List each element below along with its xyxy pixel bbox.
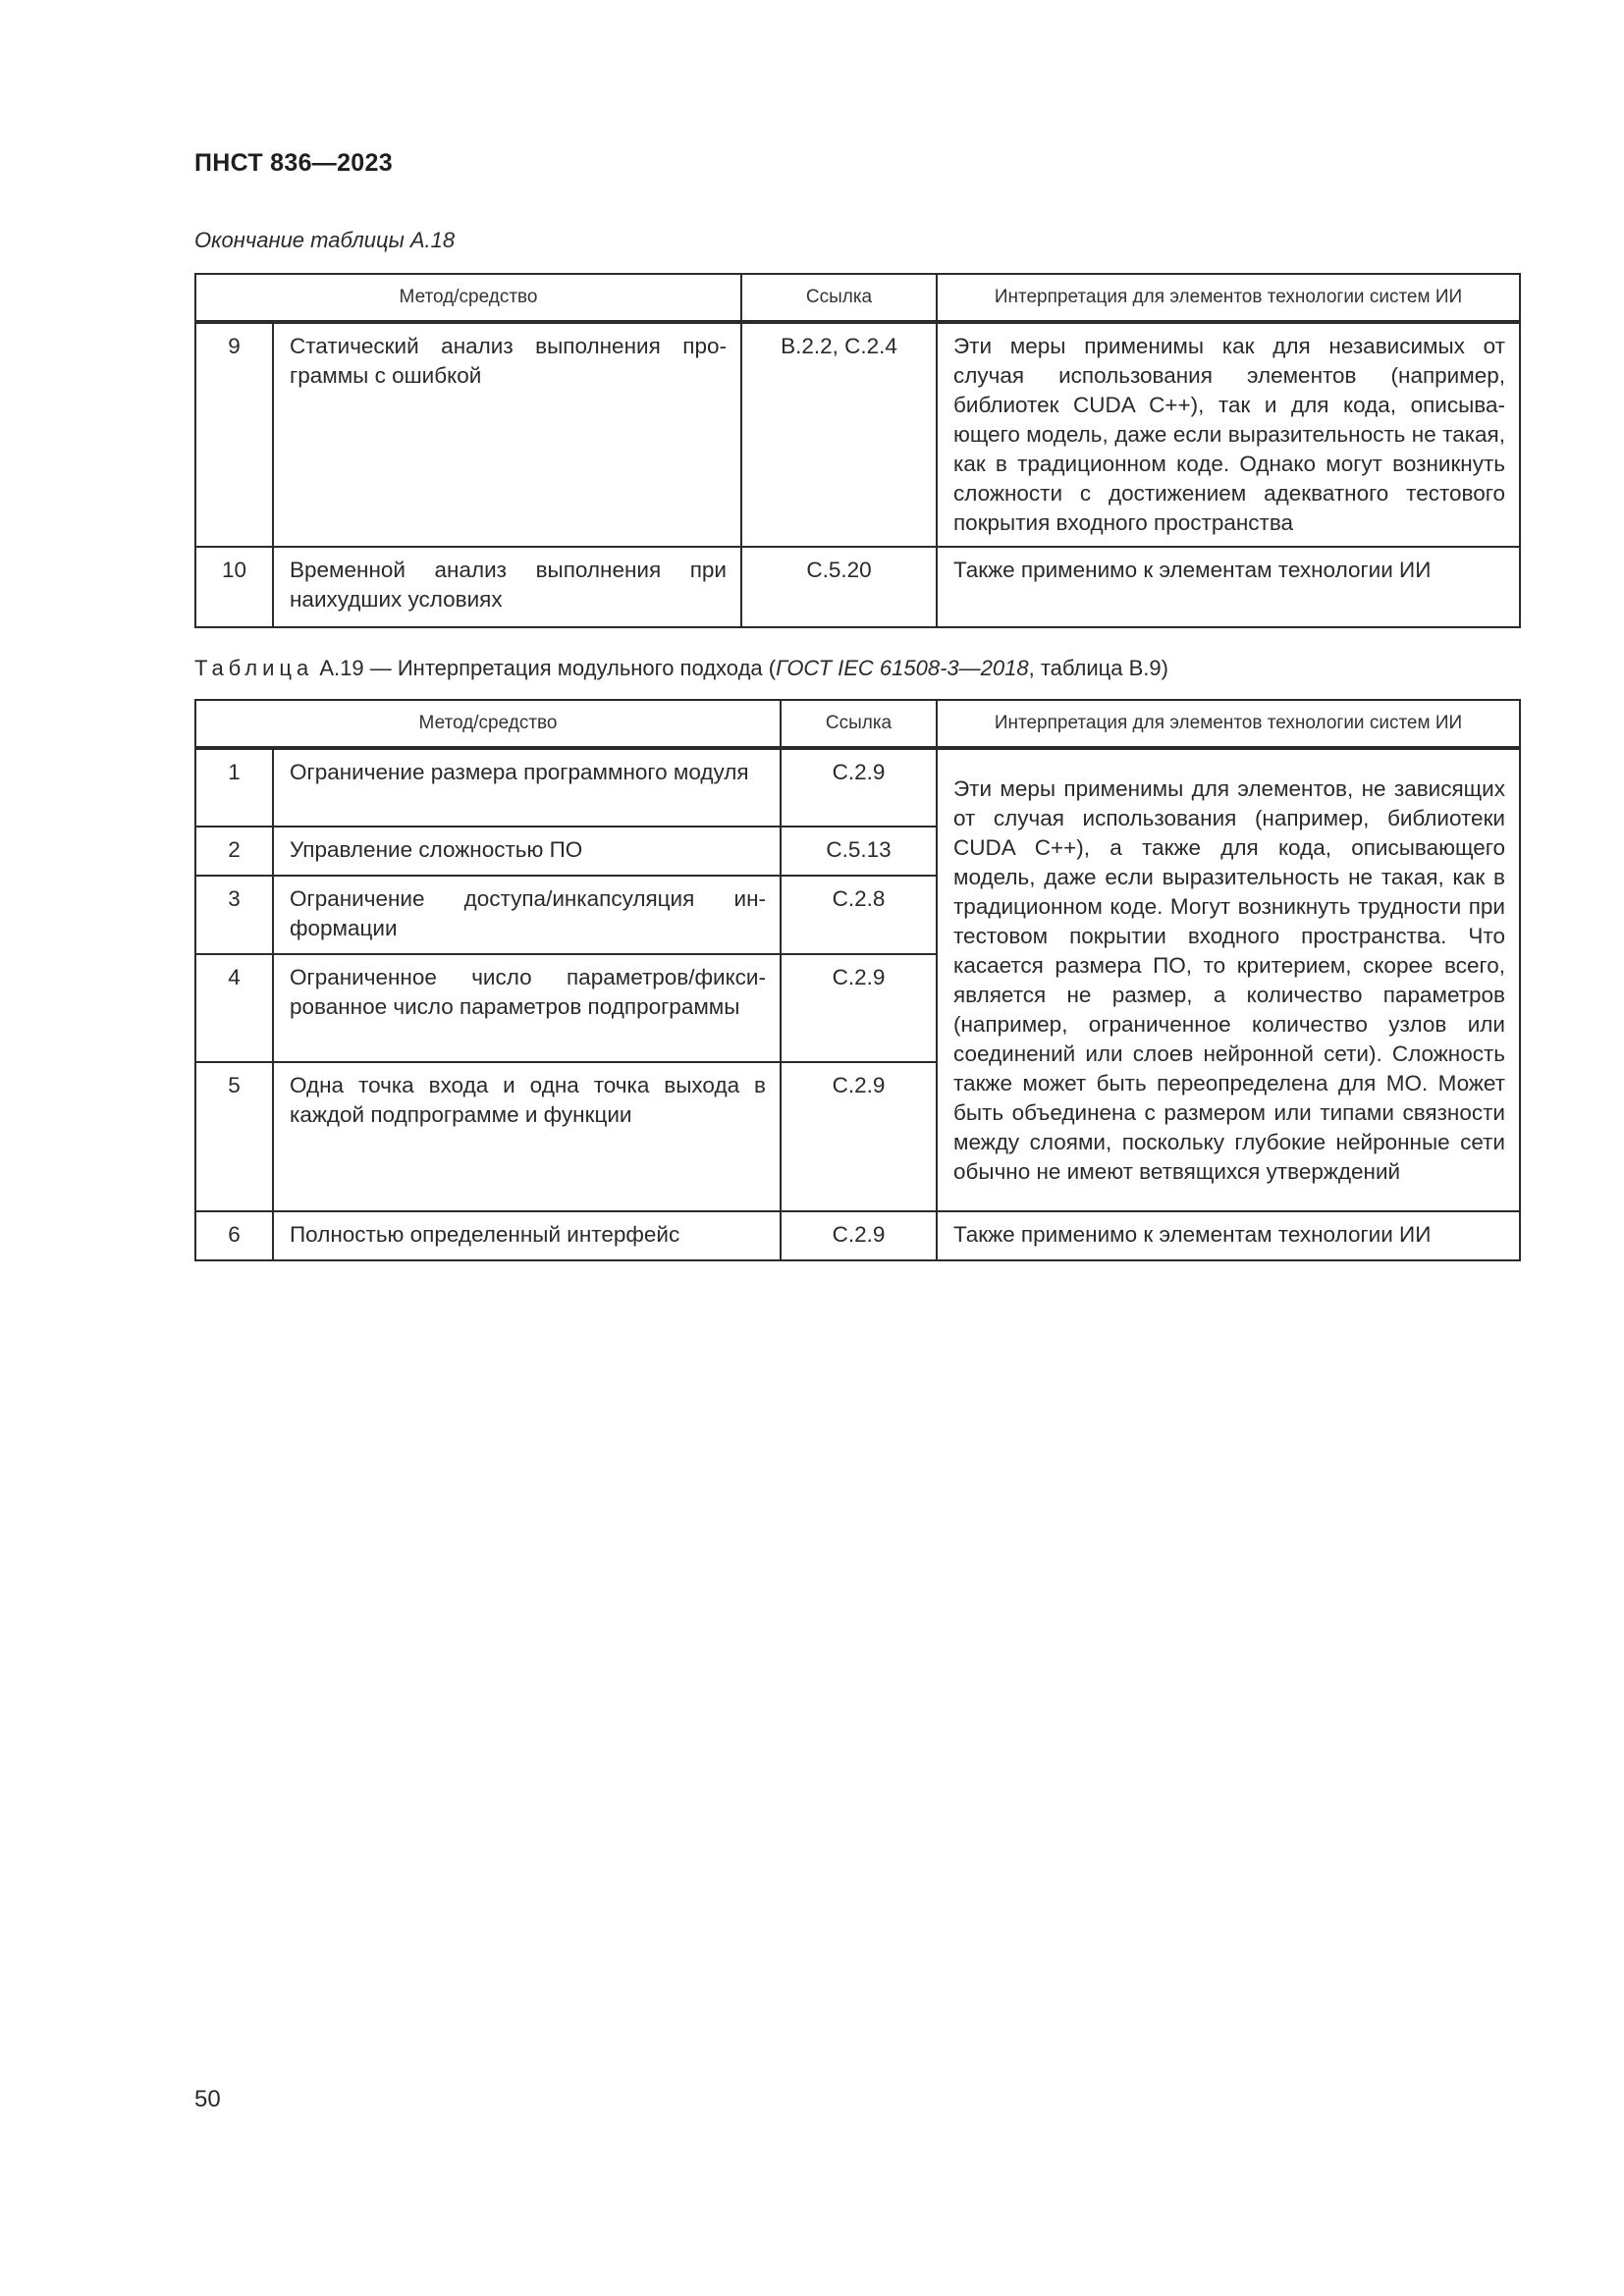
header-interpretation: Интерпретация для элементов технологии систем ИИ — [937, 274, 1520, 322]
header-reference: Ссылка — [781, 700, 937, 748]
table-row — [195, 322, 1520, 547]
table-title-prefix: Таблица — [194, 656, 314, 680]
table-title-source: ГОСТ IEC 61508-3—2018 — [776, 656, 1029, 680]
row-interpretation: Эти меры применимы как для независимых от случая использования элементов (например, библиотек CUDA С++), так и для кода, описывающего модель, даже если выразительность не такая, как в традиционном коде. Однако могут возникнуть сложности с достижением адекватного тестового покрытия входного пространства — [937, 322, 1520, 547]
row-number: 10 — [195, 547, 273, 627]
row-reference: C.2.9 — [781, 1211, 937, 1260]
header-method: Метод/средство — [195, 700, 781, 748]
row-number: 3 — [195, 876, 273, 954]
row-number: 6 — [195, 1211, 273, 1260]
table-a19 — [194, 699, 1521, 1261]
row-method: Одна точка входа и одна точка выхода в каждой подпрограмме и функции — [273, 1062, 781, 1211]
table-header-row — [195, 274, 1520, 322]
row-method: Управление сложностью ПО — [273, 827, 781, 876]
row-number: 9 — [195, 322, 273, 547]
table-header-row — [195, 700, 1520, 748]
row-reference: C.5.13 — [781, 827, 937, 876]
table-row — [195, 1211, 1520, 1260]
row-reference: C.5.20 — [741, 547, 937, 627]
merged-interpretation: Эти меры применимы для элементов, не зависящих от случая использования (например, библиотеки CUDA С++), а также для кода, описывающего модель, даже если выразительность не такая, как в традиционном коде. Могут возникнуть трудности при тестовом покрытии входного пространства. Что касается размера ПО, то критерием, скорее всего, является не размер, а количество параметров (например, ограниченное количество узлов или соединений или слоев нейронной сети). Сложность также может быть переопределена для МО. Может быть объединена с размером или типами связности между слоями, поскольку глубокие нейронные сети обычно не имеют ветвящихся утверждений — [937, 748, 1520, 1211]
page-number: 50 — [194, 2086, 221, 2112]
header-interpretation: Интерпретация для элементов технологии систем ИИ — [937, 700, 1520, 748]
header-method: Метод/средство — [195, 274, 741, 322]
row-reference: C.2.8 — [781, 876, 937, 954]
row-number: 4 — [195, 954, 273, 1062]
row-number: 2 — [195, 827, 273, 876]
row-method: Полностью определенный интерфейс — [273, 1211, 781, 1260]
row-method: Ограниченное число параметров/фиксированное число параметров подпрограммы — [273, 954, 781, 1062]
row-interpretation: Также применимо к элементам технологии ИИ — [937, 547, 1520, 627]
row-method: Временной анализ выполнения при наихудших условиях — [273, 547, 741, 627]
row-reference: C.2.9 — [781, 954, 937, 1062]
row-method: Ограничение размера программного модуля — [273, 748, 781, 827]
table-a18 — [194, 273, 1521, 628]
document-header: ПНСТ 836—2023 — [194, 149, 393, 177]
table-title-end: , таблица В.9) — [1028, 656, 1168, 680]
row-method: Статический анализ выполнения программы с ошибкой — [273, 322, 741, 547]
row-number: 1 — [195, 748, 273, 827]
row-reference: B.2.2, C.2.4 — [741, 322, 937, 547]
row-reference: C.2.9 — [781, 1062, 937, 1211]
table-row — [195, 547, 1520, 627]
table-title-text: А.19 — Интерпретация модульного подхода ( — [313, 656, 777, 680]
table-a19-title — [194, 656, 1168, 681]
row-reference: C.2.9 — [781, 748, 937, 827]
header-reference: Ссылка — [741, 274, 937, 322]
table-row — [195, 748, 1520, 827]
row-interpretation: Также применимо к элементам технологии ИИ — [937, 1211, 1520, 1260]
row-number: 5 — [195, 1062, 273, 1211]
table-continuation-caption: Окончание таблицы А.18 — [194, 228, 456, 252]
row-method: Ограничение доступа/инкапсуляция информации — [273, 876, 781, 954]
